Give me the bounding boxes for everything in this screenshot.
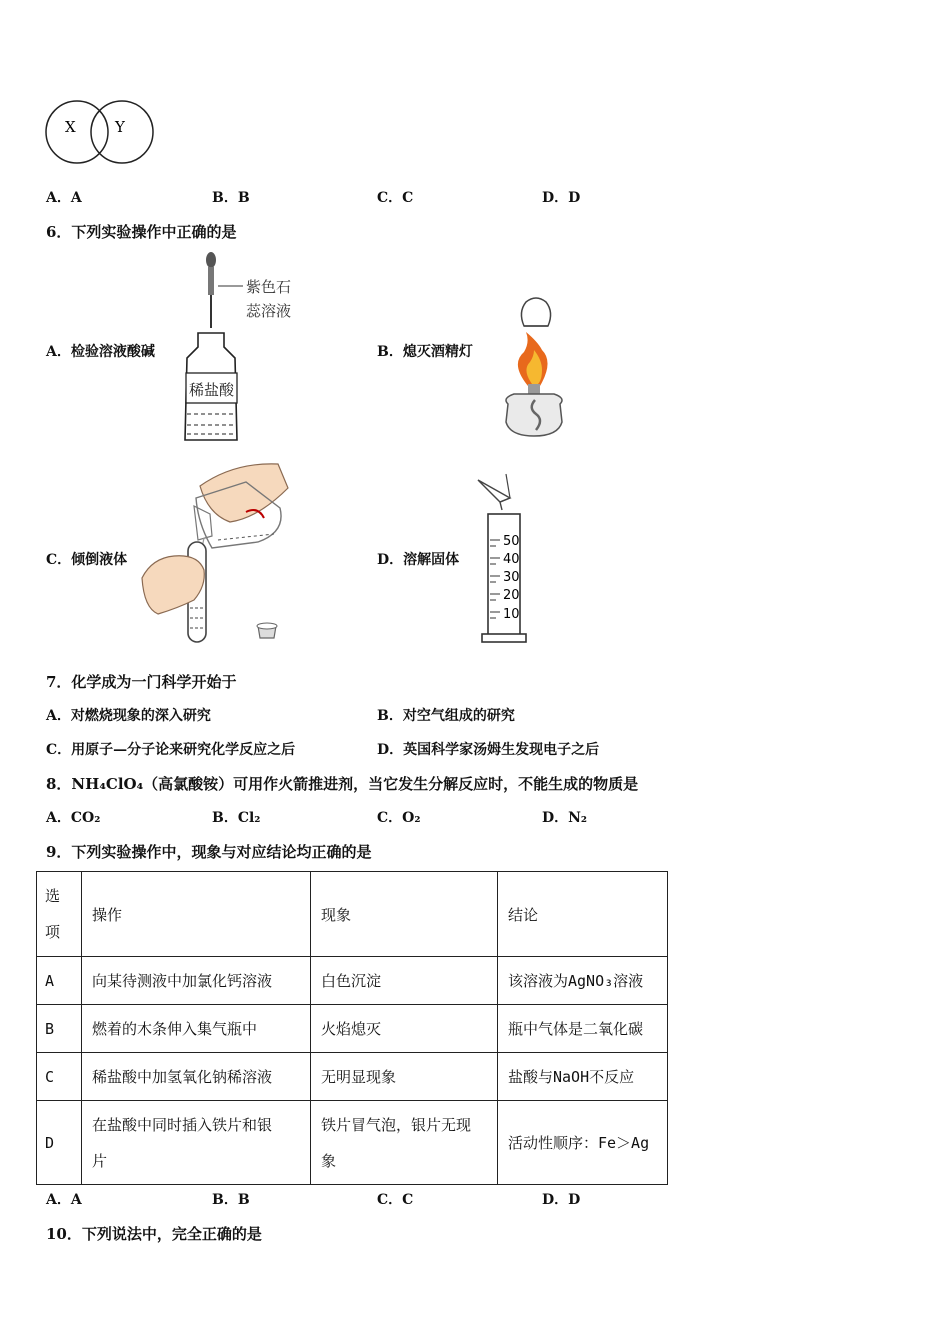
q8-option-d: D．N₂: [542, 810, 588, 826]
row-a-option: A: [37, 957, 82, 1005]
row-a-conclusion: 该溶液为AgNO₃溶液: [498, 957, 668, 1005]
q6-stem: 6．下列实验操作中正确的是: [46, 223, 237, 241]
row-b-operation: 燃着的木条伸入集气瓶中: [82, 1005, 311, 1053]
cylinder-tick-10: 10: [503, 607, 520, 622]
q5-option-d: D．D: [542, 190, 581, 206]
cylinder-tick-30: 30: [503, 570, 520, 585]
row-c-conclusion: 盐酸与NaOH不反应: [498, 1053, 668, 1101]
venn-label-y: Y: [115, 118, 125, 136]
row-b-option: B: [37, 1005, 82, 1053]
figure-litmus-test: [180, 250, 310, 445]
table-header-row: [37, 872, 668, 957]
q7-option-d: D．英国科学家汤姆生发现电子之后: [377, 742, 600, 758]
bottle-label: 稀盐酸: [189, 381, 235, 399]
q8-option-a: A．CO₂: [46, 810, 101, 826]
table-row: [37, 1053, 668, 1101]
cylinder-tick-40: 40: [503, 552, 520, 567]
q9-table: [36, 871, 668, 1185]
q9-option-d: D．D: [542, 1192, 581, 1208]
figure-pouring-liquid: [138, 458, 298, 648]
row-a-phenomenon: 白色沉淀: [311, 957, 498, 1005]
row-b-phenomenon: 火焰熄灭: [311, 1005, 498, 1053]
cylinder-tick-50: 50: [503, 534, 520, 549]
row-d-conclusion: 活动性顺序：Fe＞Ag: [498, 1101, 668, 1185]
row-d-operation: [82, 1101, 311, 1185]
venn-circle-x: [46, 101, 108, 163]
q7-option-b: B．对空气组成的研究: [377, 708, 515, 724]
q6-option-c: C．倾倒液体: [46, 552, 128, 568]
header-conclusion: 结论: [498, 872, 668, 957]
header-option-line-1: 选: [45, 887, 61, 905]
row-d-phenomenon: [311, 1101, 498, 1185]
q5-option-b: B．B: [212, 190, 250, 206]
venn-diagram: [44, 98, 156, 166]
header-operation: 操作: [82, 872, 311, 957]
q9-option-b: B．B: [212, 1192, 250, 1208]
header-option: [37, 872, 82, 957]
row-c-option: C: [37, 1053, 82, 1101]
q7-option-a: A．对燃烧现象的深入研究: [46, 708, 211, 724]
q7-stem: 7．化学成为一门科学开始于: [46, 673, 237, 691]
q5-option-a: A．A: [46, 190, 82, 206]
figure-graduated-cylinder: [470, 470, 550, 645]
table-row: [37, 1101, 668, 1185]
dropper-label-1: 紫色石: [246, 278, 292, 296]
row-d-phenomenon-line-2: 象: [321, 1151, 337, 1170]
q7-option-c: C．用原子—分子论来研究化学反应之后: [46, 742, 296, 758]
cylinder-tick-20: 20: [503, 588, 520, 603]
q5-option-c: C．C: [377, 190, 414, 206]
row-a-operation: 向某待测液中加氯化钙溶液: [82, 957, 311, 1005]
row-b-conclusion: 瓶中气体是二氧化碳: [498, 1005, 668, 1053]
row-d-phenomenon-line-1: 铁片冒气泡，银片无现: [321, 1115, 472, 1134]
q8-option-c: C．O₂: [377, 810, 421, 826]
q6-option-d: D．溶解固体: [377, 552, 460, 568]
dropper-label-2: 蕊溶液: [246, 302, 292, 320]
row-d-option: D: [37, 1101, 82, 1185]
q9-stem: 9．下列实验操作中，现象与对应结论均正确的是: [46, 843, 372, 861]
q8-option-b: B．Cl₂: [212, 810, 261, 826]
q6-option-b: B．熄灭酒精灯: [377, 344, 473, 360]
table-row: [37, 957, 668, 1005]
q9-option-c: C．C: [377, 1192, 414, 1208]
q8-stem: 8．NH₄ClO₄（高氯酸铵）可用作火箭推进剂，当它发生分解反应时，不能生成的物质是: [46, 775, 639, 793]
q9-option-a: A．A: [46, 1192, 82, 1208]
row-c-operation: 稀盐酸中加氢氧化钠稀溶液: [82, 1053, 311, 1101]
venn-label-x: X: [65, 118, 76, 136]
row-c-phenomenon: 无明显现象: [311, 1053, 498, 1101]
figure-alcohol-lamp: [488, 290, 578, 440]
table-row: [37, 1005, 668, 1053]
row-d-operation-line-2: 片: [92, 1151, 108, 1170]
header-option-line-2: 项: [45, 923, 61, 941]
row-d-operation-line-1: 在盐酸中同时插入铁片和银: [92, 1115, 273, 1134]
header-phenomenon: 现象: [311, 872, 498, 957]
q10-stem: 10．下列说法中，完全正确的是: [46, 1225, 262, 1243]
q6-option-a: A．检验溶液酸碱: [46, 344, 155, 360]
